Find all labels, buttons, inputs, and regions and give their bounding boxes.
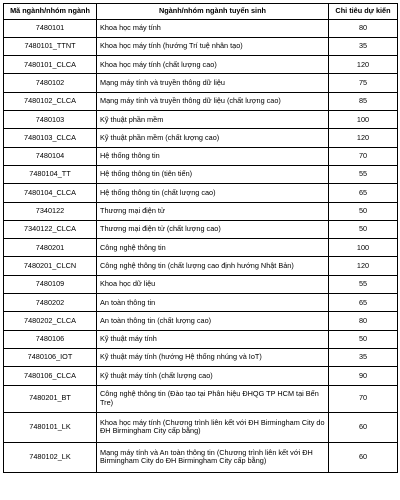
- table-row: [4, 275, 398, 293]
- cell-quota: 50: [329, 220, 398, 238]
- cell-quota: 60: [329, 442, 398, 472]
- cell-name: Kỹ thuật máy tính (hướng Hệ thống nhúng và IoT): [97, 348, 329, 366]
- cell-name: Công nghệ thông tin: [97, 239, 329, 257]
- table-row: [4, 37, 398, 55]
- cell-code: 7480106: [4, 330, 97, 348]
- table-row: [4, 92, 398, 110]
- cell-name: An toàn thông tin: [97, 294, 329, 312]
- cell-quota: 35: [329, 37, 398, 55]
- cell-name: Khoa học máy tính (chất lượng cao): [97, 56, 329, 74]
- cell-quota: 120: [329, 56, 398, 74]
- cell-code: 7480202_CLCA: [4, 312, 97, 330]
- cell-quota: 85: [329, 92, 398, 110]
- table-row: [4, 74, 398, 92]
- table-row: [4, 442, 398, 472]
- cell-name: Khoa học dữ liệu: [97, 275, 329, 293]
- cell-quota: 55: [329, 165, 398, 183]
- cell-name: Công nghệ thông tin (chất lượng cao định hướng Nhật Bản): [97, 257, 329, 275]
- cell-name: Thương mại điện tử: [97, 202, 329, 220]
- cell-name: Hệ thống thông tin: [97, 147, 329, 165]
- cell-quota: 35: [329, 348, 398, 366]
- cell-name: Thương mại điện tử (chất lượng cao): [97, 220, 329, 238]
- table-row: [4, 184, 398, 202]
- table-row: [4, 257, 398, 275]
- cell-name: Mạng máy tính và An toàn thông tin (Chương trình liên kết với ĐH Birmingham City do ĐH Birmingham City cấp bằng): [97, 442, 329, 472]
- table-row: [4, 19, 398, 37]
- cell-name: Kỹ thuật máy tính (chất lượng cao): [97, 367, 329, 385]
- table-body: [4, 19, 398, 472]
- header-name: Ngành/nhóm ngành tuyển sinh: [97, 4, 329, 20]
- cell-code: 7480103_CLCA: [4, 129, 97, 147]
- cell-quota: 80: [329, 19, 398, 37]
- cell-name: An toàn thông tin (chất lượng cao): [97, 312, 329, 330]
- table-row: [4, 367, 398, 385]
- cell-quota: 55: [329, 275, 398, 293]
- cell-name: Mạng máy tính và truyền thông dữ liệu: [97, 74, 329, 92]
- cell-code: 7480201_CLCN: [4, 257, 97, 275]
- cell-code: 7480106_IOT: [4, 348, 97, 366]
- cell-name: Hệ thống thông tin (chất lượng cao): [97, 184, 329, 202]
- table-row: [4, 239, 398, 257]
- table-header-row: [4, 4, 398, 20]
- cell-code: 7480201_BT: [4, 385, 97, 412]
- cell-code: 7480101_CLCA: [4, 56, 97, 74]
- cell-quota: 70: [329, 147, 398, 165]
- table-row: [4, 56, 398, 74]
- cell-quota: 100: [329, 111, 398, 129]
- cell-code: 7480104_TT: [4, 165, 97, 183]
- table-row: [4, 294, 398, 312]
- cell-quota: 80: [329, 312, 398, 330]
- cell-code: 7480101: [4, 19, 97, 37]
- cell-code: 7480102: [4, 74, 97, 92]
- cell-code: 7480109: [4, 275, 97, 293]
- cell-name: Kỹ thuật phần mềm: [97, 111, 329, 129]
- cell-quota: 60: [329, 412, 398, 442]
- cell-name: Mạng máy tính và truyền thông dữ liệu (chất lượng cao): [97, 92, 329, 110]
- cell-name: Khoa học máy tính: [97, 19, 329, 37]
- cell-quota: 50: [329, 330, 398, 348]
- table-row: [4, 412, 398, 442]
- table-row: [4, 165, 398, 183]
- cell-name: Khoa học máy tính (hướng Trí tuệ nhân tạo): [97, 37, 329, 55]
- cell-name: Hệ thống thông tin (tiên tiến): [97, 165, 329, 183]
- cell-quota: 120: [329, 129, 398, 147]
- header-code: Mã ngành/nhóm ngành: [4, 4, 97, 20]
- cell-quota: 70: [329, 385, 398, 412]
- header-quota: Chỉ tiêu dự kiến: [329, 4, 398, 20]
- table-row: [4, 348, 398, 366]
- table-row: [4, 312, 398, 330]
- cell-quota: 90: [329, 367, 398, 385]
- cell-code: 7340122: [4, 202, 97, 220]
- cell-quota: 65: [329, 184, 398, 202]
- cell-code: 7480103: [4, 111, 97, 129]
- table-row: [4, 330, 398, 348]
- cell-code: 7480106_CLCA: [4, 367, 97, 385]
- table-row: [4, 220, 398, 238]
- cell-code: 7480101_TTNT: [4, 37, 97, 55]
- table-row: [4, 202, 398, 220]
- cell-quota: 120: [329, 257, 398, 275]
- table-row: [4, 111, 398, 129]
- cell-name: Công nghệ thông tin (Đào tạo tại Phân hiệu ĐHQG TP HCM tại Bến Tre): [97, 385, 329, 412]
- cell-code: 7480104: [4, 147, 97, 165]
- cell-code: 7480202: [4, 294, 97, 312]
- cell-name: Kỹ thuật phần mềm (chất lượng cao): [97, 129, 329, 147]
- cell-code: 7480201: [4, 239, 97, 257]
- cell-code: 7480102_CLCA: [4, 92, 97, 110]
- cell-name: Khoa học máy tính (Chương trình liên kết với ĐH Birmingham City do ĐH Birmingham City cấp bằng): [97, 412, 329, 442]
- cell-quota: 75: [329, 74, 398, 92]
- cell-quota: 100: [329, 239, 398, 257]
- cell-code: 7480104_CLCA: [4, 184, 97, 202]
- table-row: [4, 385, 398, 412]
- cell-quota: 65: [329, 294, 398, 312]
- cell-code: 7340122_CLCA: [4, 220, 97, 238]
- table-row: [4, 129, 398, 147]
- table-row: [4, 147, 398, 165]
- cell-quota: 50: [329, 202, 398, 220]
- admission-quota-table: [3, 3, 398, 473]
- cell-code: 7480101_LK: [4, 412, 97, 442]
- cell-name: Kỹ thuật máy tính: [97, 330, 329, 348]
- cell-code: 7480102_LK: [4, 442, 97, 472]
